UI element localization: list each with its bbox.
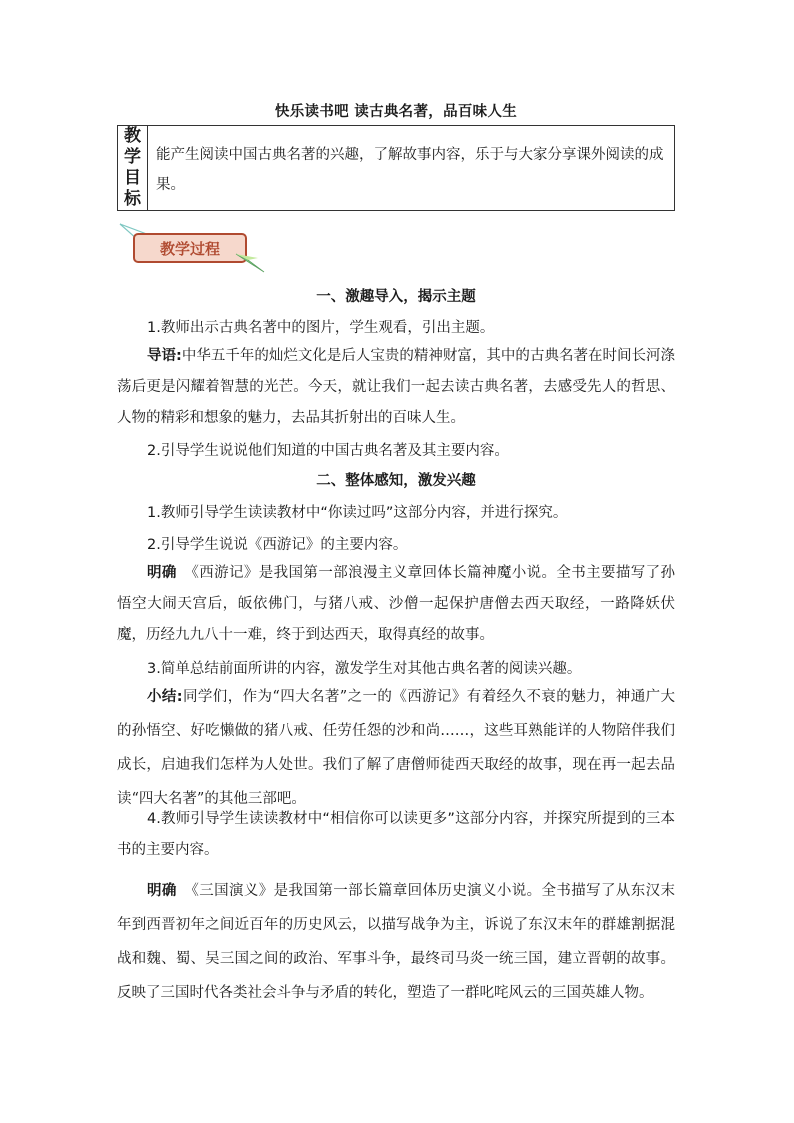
section2-step3: 3.简单总结前面所讲的内容，激发学生对其他古典名著的阅读兴趣。 — [147, 661, 582, 677]
summary-paragraph — [117, 680, 675, 816]
xiyouji-paragraph — [117, 558, 675, 651]
section1-step2: 2.引导学生说说他们知道的中国古典名著及其主要内容。 — [147, 443, 509, 459]
sanguo-paragraph — [117, 874, 675, 1010]
teaching-goal-table — [117, 125, 675, 211]
section2-step4: 4.教师引导学生读读教材中“相信你可以读更多”这部分内容，并探究所提到的三本书的主要内容。 — [117, 811, 675, 858]
summary-label: 小结: — [147, 689, 183, 705]
summary-text: 同学们，作为“四大名著”之一的《西游记》有着经久不衰的魅力，神通广大的孙悟空、好吃懒做的猪八戒、任劳任怨的沙和尚……，这些耳熟能详的人物陪伴我们成长，启迪我们怎样为人处世。我们了解了唐僧师徒西天取经的故事，现在再一起去品读“四大名著”的其他三部吧。 — [117, 689, 675, 807]
section2-step1: 1.教师引导学生读读教材中“你读过吗”这部分内容，并进行探究。 — [147, 505, 568, 521]
mingque-label-2: 明确 — [147, 883, 177, 899]
teaching-goal-label: 教学目标 — [118, 126, 148, 210]
banner-label: 教学过程 — [159, 240, 221, 258]
section2-heading: 二、整体感知，激发兴趣 — [316, 473, 476, 489]
intro-paragraph — [117, 341, 675, 434]
section1-step1: 1.教师出示古典名著中的图片，学生观看，引出主题。 — [147, 320, 495, 336]
mingque-label: 明确 — [147, 565, 177, 581]
xiyouji-text: 《西游记》是我国第一部浪漫主义章回体长篇神魔小说。全书主要描写了孙悟空大闹天宫后，皈依佛门，与猪八戒、沙僧一起保护唐僧去西天取经，一路降妖伏魔，历经九九八十一难，终于到达西天，取得真经的故事。 — [117, 565, 676, 643]
intro-text: 中华五千年的灿烂文化是后人宝贵的精神财富，其中的古典名著在时间长河涤荡后更是闪耀着智慧的光芒。今天，就让我们一起去读古典名著，去感受先人的哲思、人物的精彩和想象的魅力，去品其折射出的百味人生。 — [117, 348, 675, 426]
teaching-goal-text: 能产生阅读中国古典名著的兴趣，了解故事内容，乐于与大家分享课外阅读的成果。 — [156, 147, 664, 193]
sanguo-text: 《三国演义》是我国第一部长篇章回体历史演义小说。全书描写了从东汉末年到西晋初年之间近百年的历史风云，以描写战争为主，诉说了东汉末年的群雄割据混战和魏、蜀、吴三国之间的政治、军事斗争，最终司马炎一统三国，建立晋朝的故事。反映了三国时代各类社会斗争与矛盾的转化，塑造了一群叱咤风云的三国英雄人物。 — [117, 883, 676, 1001]
section1-heading: 一、激趣导入，揭示主题 — [316, 289, 476, 305]
section2-step2: 2.引导学生说说《西游记》的主要内容。 — [147, 537, 408, 553]
intro-label: 导语: — [147, 348, 182, 364]
teaching-process-banner — [118, 222, 266, 274]
document-title: 快乐读书吧 读古典名著，品百味人生 — [274, 104, 518, 120]
